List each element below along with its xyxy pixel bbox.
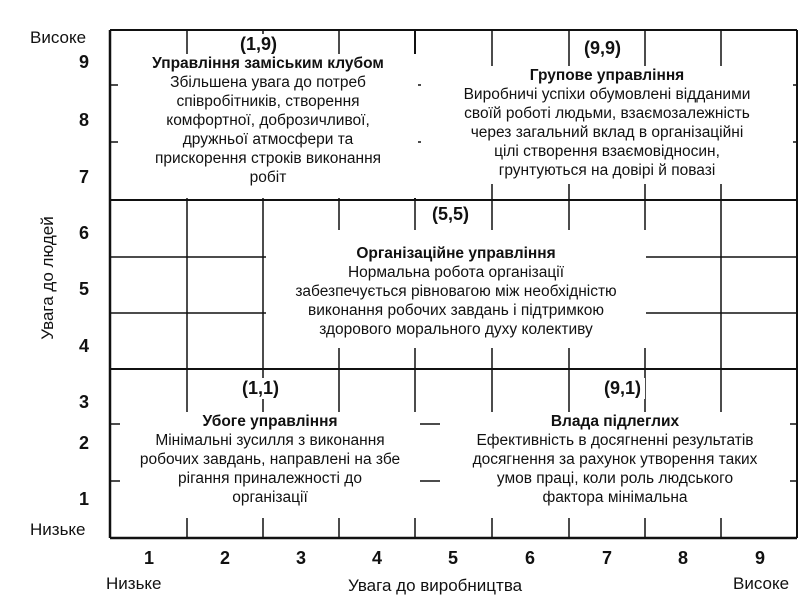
style-line: дружньої атмосфери та [182, 131, 354, 148]
x-tick-label: 7 [601, 548, 612, 568]
x-tick-label: 2 [219, 548, 230, 568]
y-tick-label: 9 [78, 52, 89, 72]
style-line: грунтуються на довірі й повазі [498, 162, 716, 179]
style-line: робочих завдань, направлені на збе [139, 451, 401, 468]
coord-label: (9,9) [580, 38, 625, 59]
y-tick-label: 7 [78, 167, 89, 187]
middle-road-box [266, 230, 646, 348]
x-axis-title: Увага до виробництва [348, 576, 523, 595]
style-line: Виробничі успіхи обумовлені відданими [463, 86, 751, 103]
style-line: своїй роботі людьми, взаємозалежність [464, 105, 750, 122]
style-line: виконання робочих завдань і підтримкою [308, 302, 604, 319]
style-line: умов праці, коли роль людського [496, 470, 734, 487]
style-title: Організаційне управління [356, 245, 556, 262]
style-title: Влада підлеглих [550, 413, 680, 430]
style-line: прискорення строків виконання [154, 150, 382, 167]
style-title: Убоге управління [202, 413, 338, 430]
x-tick-label: 6 [524, 548, 535, 568]
impoverished-box [120, 412, 420, 518]
y-tick-label: 6 [78, 223, 89, 243]
y-tick-label: 8 [78, 110, 89, 130]
style-line: комфортної, доброзичливої, [166, 112, 370, 129]
style-line: забезпечується рівновагою між необхідністю [295, 283, 617, 300]
style-line: фактора мінімальна [542, 489, 688, 506]
coord-label: (9,1) [600, 378, 645, 399]
y-tick-label: 5 [78, 279, 89, 299]
style-line: рігання приналежності до [178, 470, 362, 487]
y-tick-label: 4 [78, 336, 89, 356]
y-axis-title: Увага до людей [38, 216, 57, 340]
country-club-box [118, 54, 418, 198]
authority-box [440, 412, 790, 518]
x-tick-label: 5 [447, 548, 458, 568]
x-tick-label: 4 [371, 548, 382, 568]
y-tick-label: 3 [78, 392, 89, 412]
style-line: Нормальна робота організації [347, 264, 565, 281]
y-axis-low-label: Низьке [30, 520, 86, 539]
x-axis-low-label: Низьке [106, 574, 162, 593]
x-axis-high-label: Високе [733, 574, 790, 593]
y-tick-label: 1 [78, 489, 89, 509]
style-line: Мінімальні зусилля з виконання [155, 432, 385, 449]
style-title: Управління заміським клубом [152, 55, 384, 72]
x-tick-label: 9 [754, 548, 765, 568]
style-line: організації [232, 489, 308, 506]
y-tick-label: 2 [78, 433, 89, 453]
x-tick-label: 1 [143, 548, 154, 568]
coord-label: (1,1) [238, 378, 283, 399]
y-axis-high-label: Високе [30, 28, 87, 47]
coord-label: (5,5) [428, 204, 473, 225]
style-line: співробітників, створення [176, 93, 360, 110]
style-line: робіт [249, 169, 287, 186]
x-tick-label: 3 [295, 548, 306, 568]
style-line: здорового морального духу колективу [319, 321, 593, 338]
style-title: Групове управління [529, 67, 685, 84]
team-management-box [421, 66, 793, 184]
coord-label: (1,9) [236, 34, 281, 55]
x-tick-label: 8 [677, 548, 688, 568]
style-line: досягнення за рахунок утворення таких [472, 451, 758, 468]
style-line: Збільшена увага до потреб [170, 74, 366, 91]
style-line: Ефективність в досягненні результатів [476, 432, 754, 449]
style-line: цілі створення взаємовідносин, [494, 143, 720, 160]
style-line: через загальний вклад в організаційні [470, 124, 744, 141]
